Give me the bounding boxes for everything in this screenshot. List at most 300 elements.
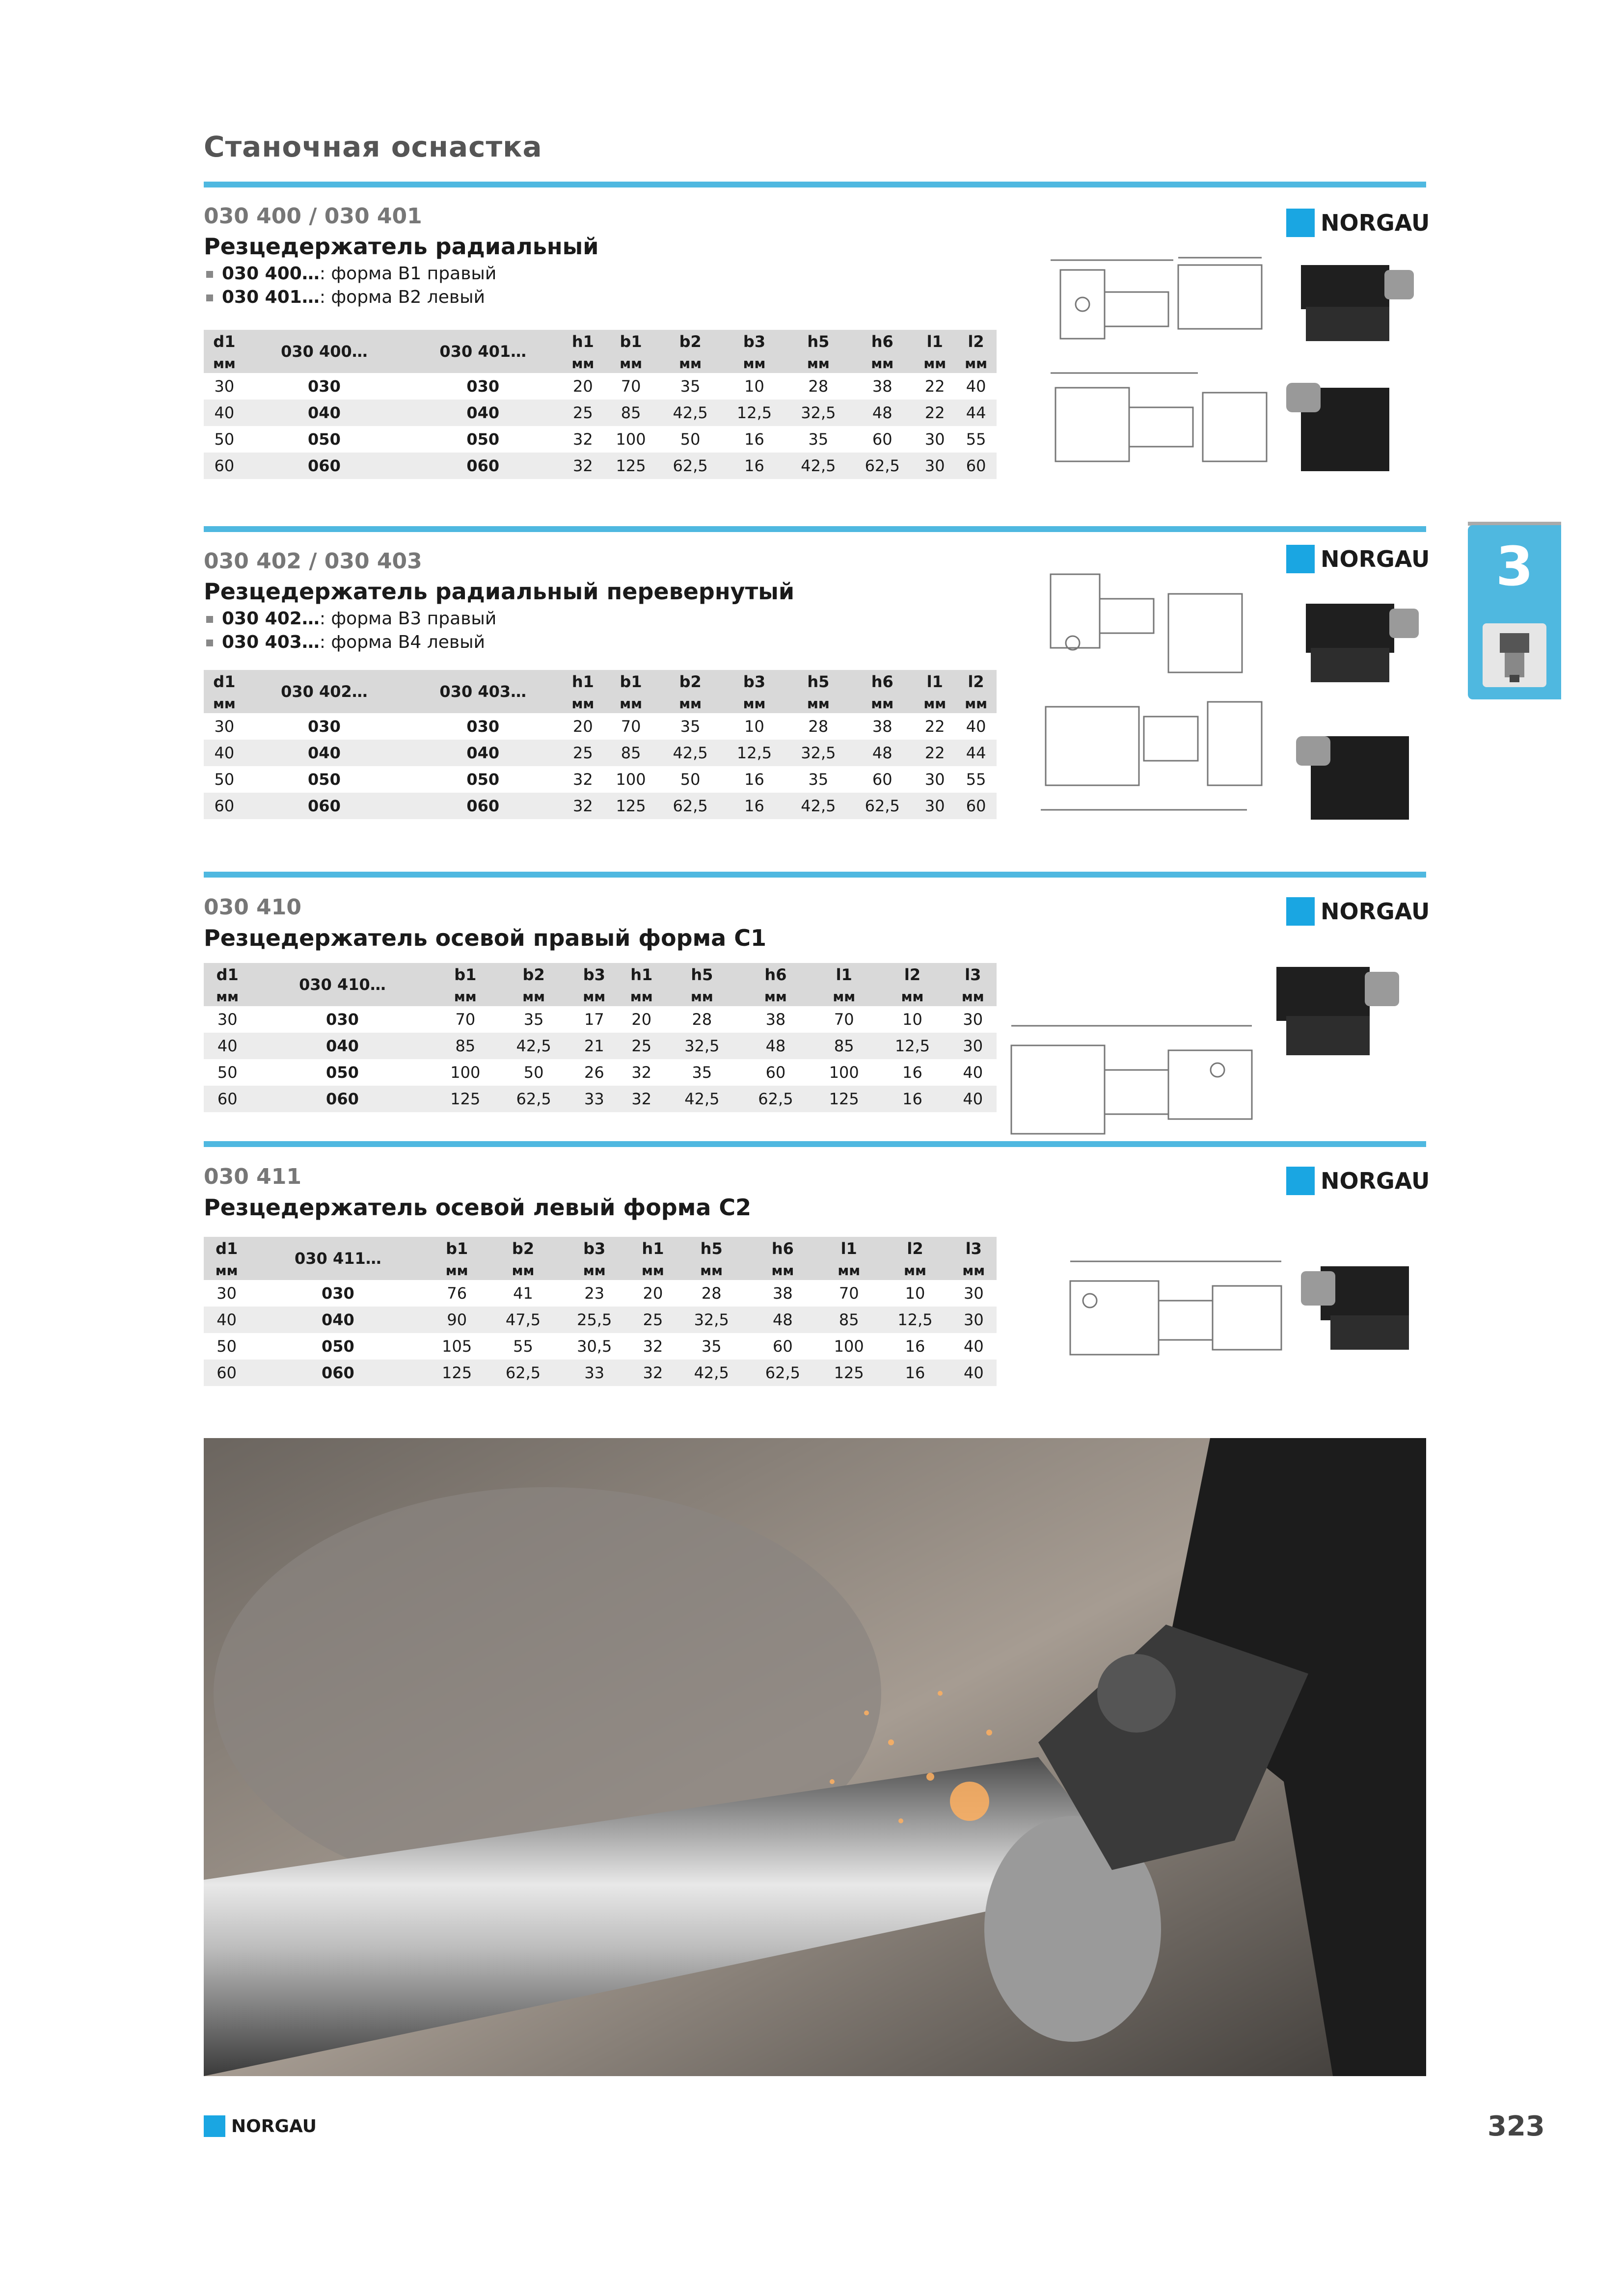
table-cell: 16 (876, 1086, 949, 1112)
table-cell: 48 (850, 400, 914, 426)
column-header: h1 (618, 963, 665, 987)
column-header: 030 400… (245, 330, 404, 373)
column-header: b1 (434, 963, 497, 987)
table-cell: 60 (204, 453, 245, 479)
table-cell: 35 (692, 1063, 712, 1082)
unit-cell: мм (618, 987, 665, 1006)
machining-photo (204, 1438, 1426, 2076)
table-cell: 30 (914, 793, 955, 819)
brand-badge: NORGAU (1286, 1167, 1430, 1195)
spec-table (204, 330, 997, 479)
spec-table (204, 963, 997, 1112)
table-cell: 60 (204, 1360, 249, 1386)
table-cell: 40 (204, 400, 245, 426)
table-cell: 60 (872, 430, 893, 449)
table-cell: 050 (308, 430, 341, 449)
column-header: d1 (204, 1237, 249, 1260)
table-row (204, 740, 997, 766)
table-cell: 38 (872, 717, 893, 736)
table-cell: 35 (808, 430, 829, 449)
table-cell: 040 (251, 1033, 433, 1059)
table-cell: 60 (773, 1337, 793, 1356)
table-cell: 48 (747, 1307, 818, 1333)
table-cell: 50 (680, 430, 701, 449)
unit-cell: мм (722, 694, 786, 713)
table-cell: 25 (562, 400, 603, 426)
table-cell: 38 (872, 377, 893, 396)
unit-cell: мм (914, 694, 955, 713)
table-cell: 30 (963, 1284, 984, 1303)
table-cell: 060 (245, 453, 404, 479)
table-row (204, 426, 997, 453)
column-header: b2 (658, 670, 722, 694)
column-header: l1 (812, 963, 876, 987)
table-cell: 70 (839, 1284, 859, 1303)
table-cell: 32 (572, 770, 593, 789)
table-cell: 25 (618, 1033, 665, 1059)
table-cell: 60 (204, 793, 245, 819)
column-header: l1 (818, 1237, 879, 1260)
table-cell: 22 (914, 740, 955, 766)
section-divider (204, 1141, 1426, 1147)
table-cell: 55 (966, 770, 986, 789)
table-cell: 35 (523, 1010, 544, 1029)
tool-holder-icon (1483, 623, 1546, 687)
table-cell: 28 (701, 1284, 722, 1303)
unit-cell: мм (850, 353, 914, 373)
column-header: d1 (204, 330, 245, 353)
table-row (204, 453, 997, 479)
page-number: 323 (1488, 2110, 1545, 2142)
unit-cell: мм (818, 1260, 879, 1280)
section-title: Резцедержатель радиальный перевернутый (204, 578, 795, 605)
table-cell: 32 (618, 1086, 665, 1112)
table-cell: 42,5 (786, 793, 850, 819)
table-cell: 62,5 (658, 793, 722, 819)
table-cell: 16 (744, 770, 764, 789)
unit-cell: мм (786, 694, 850, 713)
unit-cell: мм (739, 987, 812, 1006)
table-cell: 60 (955, 793, 997, 819)
unit-cell: мм (955, 694, 997, 713)
table-cell: 35 (808, 770, 829, 789)
table-cell: 060 (249, 1360, 426, 1386)
column-header: b3 (559, 1237, 630, 1260)
unit-cell: мм (786, 353, 850, 373)
variant-bullet: 030 403…: форма В4 левый (206, 632, 485, 652)
table-cell: 42,5 (658, 400, 722, 426)
table-cell: 60 (955, 453, 997, 479)
table-cell: 30 (214, 717, 235, 736)
table-cell: 44 (955, 400, 997, 426)
table-cell: 55 (966, 430, 986, 449)
table-cell: 20 (643, 1284, 663, 1303)
table-cell: 125 (812, 1086, 876, 1112)
column-header: 030 403… (404, 670, 562, 713)
table-cell: 125 (426, 1360, 487, 1386)
table-row (204, 1006, 997, 1033)
column-header: b3 (570, 963, 618, 987)
table-cell: 125 (818, 1360, 879, 1386)
unit-cell: мм (630, 1260, 676, 1280)
table-cell: 030 (321, 1284, 354, 1303)
table-cell: 030 (308, 717, 341, 736)
table-cell: 85 (812, 1033, 876, 1059)
table-cell: 32 (631, 1063, 652, 1082)
section-code: 030 402 / 030 403 (204, 549, 422, 574)
unit-cell: мм (658, 353, 722, 373)
column-header: h1 (562, 670, 603, 694)
variant-bullet: 030 400…: форма В1 правый (206, 264, 496, 284)
column-header: h5 (786, 670, 850, 694)
table-cell: 100 (450, 1063, 481, 1082)
unit-cell: мм (747, 1260, 818, 1280)
table-cell: 42,5 (665, 1086, 739, 1112)
unit-cell: мм (426, 1260, 487, 1280)
section-title: Резцедержатель осевой левый форма С2 (204, 1194, 752, 1221)
unit-cell: мм (876, 987, 949, 1006)
table-cell: 40 (963, 1337, 984, 1356)
table-cell: 85 (434, 1033, 497, 1059)
table-cell: 30 (963, 1010, 983, 1029)
table-cell: 70 (455, 1010, 476, 1029)
unit-cell: мм (562, 353, 603, 373)
table-cell: 35 (701, 1337, 722, 1356)
column-header: h5 (786, 330, 850, 353)
table-cell: 32,5 (786, 400, 850, 426)
table-cell: 030 (466, 717, 500, 736)
table-cell: 040 (245, 400, 404, 426)
table-cell: 40 (963, 1063, 983, 1082)
table-cell: 16 (722, 793, 786, 819)
column-header: d1 (204, 670, 245, 694)
column-header: b3 (722, 670, 786, 694)
column-header: 030 402… (245, 670, 404, 713)
unit-cell: мм (951, 1260, 997, 1280)
table-cell: 25 (630, 1307, 676, 1333)
table-row (204, 1333, 997, 1360)
column-header: l1 (914, 670, 955, 694)
table-cell: 20 (631, 1010, 652, 1029)
unit-cell: мм (487, 1260, 559, 1280)
column-header: l3 (951, 1237, 997, 1260)
table-cell: 12,5 (722, 400, 786, 426)
variant-bullet: 030 402…: форма В3 правый (206, 609, 496, 629)
table-cell: 125 (603, 793, 658, 819)
product-photo (1267, 957, 1414, 1080)
table-cell: 62,5 (850, 453, 914, 479)
section-code: 030 410 (204, 895, 302, 920)
chapter-tab-number: 3 (1495, 535, 1534, 598)
table-cell: 85 (603, 740, 658, 766)
table-cell: 30 (949, 1033, 997, 1059)
column-header: l2 (879, 1237, 950, 1260)
table-row (204, 1360, 997, 1386)
technical-drawing (1031, 569, 1276, 834)
unit-cell: мм (204, 987, 251, 1006)
table-cell: 30 (214, 377, 235, 396)
table-row (204, 1280, 997, 1307)
table-cell: 50 (214, 430, 235, 449)
table-cell: 85 (818, 1307, 879, 1333)
column-header: b3 (722, 330, 786, 353)
unit-cell: мм (204, 694, 245, 713)
column-header: h1 (630, 1237, 676, 1260)
table-cell: 32,5 (786, 740, 850, 766)
table-row (204, 373, 997, 400)
table-cell: 48 (739, 1033, 812, 1059)
table-cell: 90 (426, 1307, 487, 1333)
table-cell: 030 (466, 377, 500, 396)
column-header: 030 401… (404, 330, 562, 373)
section-divider (204, 182, 1426, 187)
table-cell: 70 (834, 1010, 854, 1029)
table-row (204, 713, 997, 740)
unit-cell: мм (879, 1260, 950, 1280)
variant-bullet: 030 401…: форма В2 левый (206, 287, 485, 307)
table-cell: 35 (680, 717, 701, 736)
page-title: Станочная оснастка (204, 130, 542, 163)
table-cell: 10 (905, 1284, 925, 1303)
column-header: l1 (914, 330, 955, 353)
table-cell: 16 (902, 1063, 922, 1082)
product-photo (1291, 594, 1434, 844)
table-cell: 60 (204, 1086, 251, 1112)
table-cell: 125 (434, 1086, 497, 1112)
unit-cell: мм (812, 987, 876, 1006)
table-cell: 28 (808, 717, 829, 736)
table-cell: 17 (584, 1010, 604, 1029)
table-row (204, 1307, 997, 1333)
table-cell: 50 (216, 1337, 237, 1356)
table-cell: 30 (924, 770, 945, 789)
table-cell: 35 (680, 377, 701, 396)
column-header: d1 (204, 963, 251, 987)
table-cell: 060 (404, 793, 562, 819)
table-cell: 040 (249, 1307, 426, 1333)
table-cell: 42,5 (497, 1033, 570, 1059)
column-header: h6 (850, 330, 914, 353)
table-cell: 28 (692, 1010, 712, 1029)
section-title: Резцедержатель радиальный (204, 233, 599, 260)
table-cell: 42,5 (676, 1360, 747, 1386)
table-cell: 16 (879, 1360, 950, 1386)
table-cell: 100 (616, 430, 646, 449)
unit-cell: мм (434, 987, 497, 1006)
table-cell: 32 (643, 1337, 663, 1356)
table-cell: 48 (850, 740, 914, 766)
table-row (204, 1059, 997, 1086)
table-cell: 040 (404, 740, 562, 766)
table-cell: 70 (621, 377, 641, 396)
column-header: h1 (562, 330, 603, 353)
unit-cell: мм (559, 1260, 630, 1280)
table-cell: 125 (603, 453, 658, 479)
table-cell: 21 (570, 1033, 618, 1059)
table-header-row (204, 670, 997, 694)
table-cell: 41 (513, 1284, 533, 1303)
table-cell: 030 (326, 1010, 359, 1029)
column-header: b2 (487, 1237, 559, 1260)
table-cell: 22 (924, 717, 945, 736)
table-cell: 105 (442, 1337, 472, 1356)
table-cell: 10 (744, 717, 764, 736)
table-cell: 22 (924, 377, 945, 396)
table-cell: 040 (245, 740, 404, 766)
column-header: l2 (955, 670, 997, 694)
table-cell: 050 (308, 770, 341, 789)
table-cell: 100 (834, 1337, 864, 1356)
table-cell: 16 (905, 1337, 925, 1356)
table-cell: 100 (829, 1063, 859, 1082)
table-cell: 42,5 (658, 740, 722, 766)
table-cell: 60 (872, 770, 893, 789)
product-photo (1301, 1256, 1434, 1369)
column-header: 030 411… (249, 1237, 426, 1280)
column-header: h6 (739, 963, 812, 987)
table-cell: 12,5 (876, 1033, 949, 1059)
table-cell: 10 (902, 1010, 922, 1029)
table-cell: 32 (562, 793, 603, 819)
technical-drawing (1051, 1247, 1296, 1379)
table-cell: 32,5 (676, 1307, 747, 1333)
table-cell: 25 (562, 740, 603, 766)
unit-cell: мм (914, 353, 955, 373)
table-cell: 30 (217, 1010, 238, 1029)
table-row (204, 1033, 997, 1059)
table-cell: 38 (765, 1010, 786, 1029)
unit-cell: мм (204, 353, 245, 373)
table-cell: 50 (523, 1063, 544, 1082)
table-cell: 30 (216, 1284, 237, 1303)
table-cell: 40 (204, 1033, 251, 1059)
table-cell: 030 (308, 377, 341, 396)
table-cell: 33 (559, 1360, 630, 1386)
table-row (204, 1086, 997, 1112)
table-cell: 50 (217, 1063, 238, 1082)
table-cell: 050 (466, 770, 500, 789)
section-divider (204, 872, 1426, 878)
unit-cell: мм (676, 1260, 747, 1280)
footer-brand: NORGAU (204, 2115, 317, 2137)
table-cell: 47,5 (487, 1307, 559, 1333)
table-header-row (204, 963, 997, 987)
unit-cell: мм (570, 987, 618, 1006)
unit-cell: мм (722, 353, 786, 373)
table-cell: 100 (616, 770, 646, 789)
unit-cell: мм (562, 694, 603, 713)
table-row (204, 793, 997, 819)
section-title: Резцедержатель осевой правый форма С1 (204, 925, 767, 951)
column-header: b2 (658, 330, 722, 353)
table-cell: 30 (951, 1307, 997, 1333)
unit-cell: мм (665, 987, 739, 1006)
table-cell: 40 (949, 1086, 997, 1112)
table-cell: 32 (562, 453, 603, 479)
table-cell: 16 (744, 430, 764, 449)
table-cell: 26 (584, 1063, 604, 1082)
section-code: 030 411 (204, 1164, 302, 1189)
column-header: b2 (497, 963, 570, 987)
unit-cell: мм (497, 987, 570, 1006)
table-cell: 40 (951, 1360, 997, 1386)
column-header: l3 (949, 963, 997, 987)
table-cell: 040 (404, 400, 562, 426)
column-header: b1 (426, 1237, 487, 1260)
table-cell: 28 (808, 377, 829, 396)
table-cell: 42,5 (786, 453, 850, 479)
table-cell: 38 (773, 1284, 793, 1303)
table-cell: 62,5 (739, 1086, 812, 1112)
table-header-row (204, 1237, 997, 1260)
column-header: h6 (747, 1237, 818, 1260)
table-row (204, 400, 997, 426)
table-cell: 62,5 (497, 1086, 570, 1112)
table-header-row (204, 330, 997, 353)
technical-drawing (1001, 1016, 1276, 1148)
table-cell: 40 (204, 1307, 249, 1333)
table-cell: 70 (621, 717, 641, 736)
unit-cell: мм (603, 353, 658, 373)
column-header: h5 (676, 1237, 747, 1260)
table-cell: 85 (603, 400, 658, 426)
table-cell: 25,5 (559, 1307, 630, 1333)
table-cell: 32 (630, 1360, 676, 1386)
chapter-tab[interactable] (1468, 525, 1561, 699)
table-cell: 62,5 (850, 793, 914, 819)
table-cell: 050 (326, 1063, 359, 1082)
table-cell: 060 (245, 793, 404, 819)
table-cell: 060 (404, 453, 562, 479)
table-cell: 40 (966, 717, 986, 736)
table-row (204, 766, 997, 793)
table-cell: 32,5 (665, 1033, 739, 1059)
section-code: 030 400 / 030 401 (204, 204, 422, 229)
table-cell: 30 (914, 453, 955, 479)
unit-cell: мм (603, 694, 658, 713)
spec-table (204, 1237, 997, 1386)
column-header: l2 (876, 963, 949, 987)
unit-cell: мм (949, 987, 997, 1006)
table-cell: 60 (765, 1063, 786, 1082)
table-cell: 10 (744, 377, 764, 396)
brand-badge: NORGAU (1286, 897, 1430, 926)
column-header: h6 (850, 670, 914, 694)
table-cell: 50 (214, 770, 235, 789)
column-header: b1 (603, 330, 658, 353)
table-cell: 23 (584, 1284, 605, 1303)
table-cell: 62,5 (658, 453, 722, 479)
table-cell: 32 (572, 430, 593, 449)
table-cell: 20 (572, 717, 593, 736)
technical-drawing (1041, 250, 1276, 481)
table-cell: 76 (447, 1284, 467, 1303)
table-cell: 62,5 (487, 1360, 559, 1386)
column-header: 030 410… (251, 963, 433, 1006)
spec-table (204, 670, 997, 819)
table-cell: 22 (914, 400, 955, 426)
table-cell: 62,5 (747, 1360, 818, 1386)
column-header: h5 (665, 963, 739, 987)
unit-cell: мм (204, 1260, 249, 1280)
column-header: l2 (955, 330, 997, 353)
table-cell: 40 (966, 377, 986, 396)
brand-badge: NORGAU (1286, 209, 1430, 237)
unit-cell: мм (850, 694, 914, 713)
table-cell: 44 (955, 740, 997, 766)
table-cell: 050 (321, 1337, 354, 1356)
table-cell: 30 (924, 430, 945, 449)
